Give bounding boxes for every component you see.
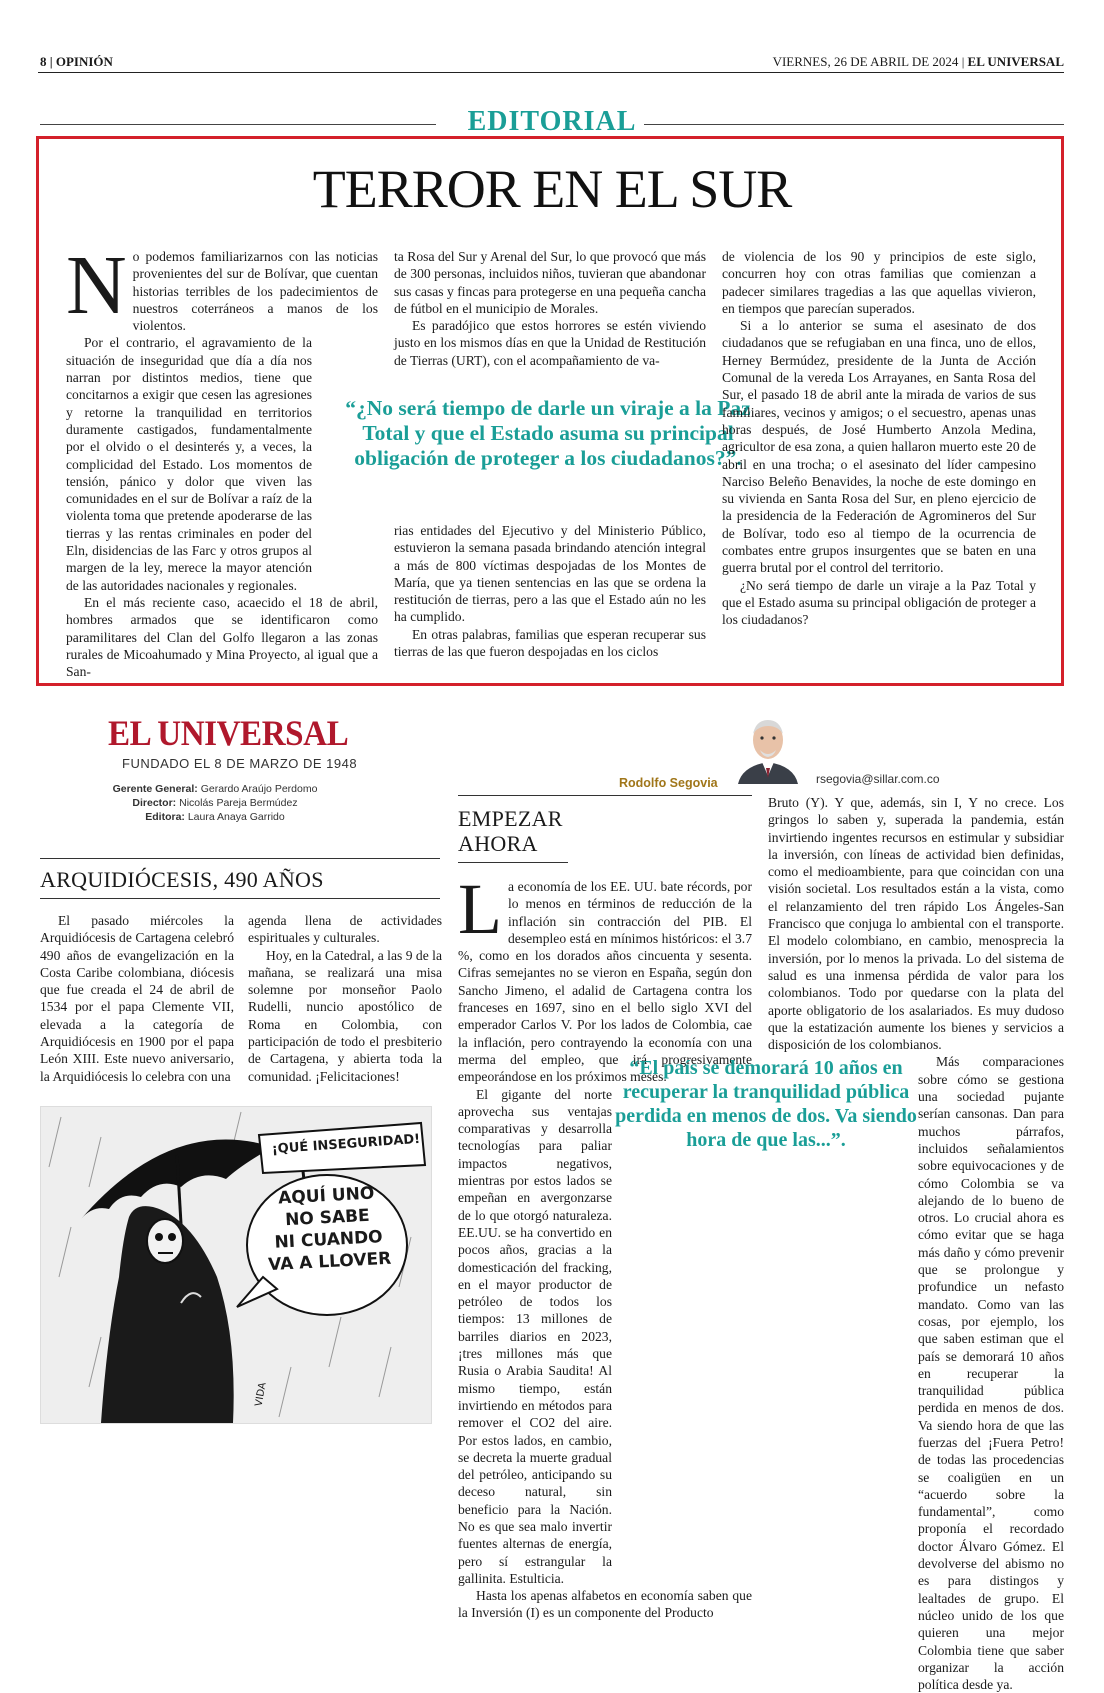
editorial-paragraph: Por el contrario, el agravamiento de la situación de inseguridad que día a día nos narran por distintos medios, tiene que concitarnos a exigir que cesen las agresiones y retorne la tranquilidad en territorios duramente castigados, fundamentalmente por el olvido o el desinterés y, a veces, la complicidad del Estado. Los momentos de tensión, pánico y dolor que viven las comunidades en el sur de Bolívar a raíz de la violenta toma que pretende apoderarse de las tierras y las rentas criminales en poder del Eln, disidencias de las Farc y otros grupos al margen de la ley, merece la mayor atención de las autoridades nacionales y regionales. bbox=[66, 335, 312, 593]
arquidiocesis-column-2 bbox=[248, 912, 442, 1085]
editorial-title: TERROR EN EL SUR bbox=[312, 159, 792, 219]
arquidiocesis-title: ARQUIDIÓCESIS, 490 AÑOS bbox=[40, 867, 324, 892]
editorial-paragraph: En otras palabras, familias que esperan recuperar sus tierras de las que fueron despojadas en los ciclos bbox=[394, 626, 706, 660]
staff-line: Editora: Laura Anaya Garrido bbox=[145, 811, 285, 823]
editorial-paragraph: En el más reciente caso, acaecido el 18 de abril, hombres armados que se identificaron como paramilitares del Clan del Golfo llegaron a las zonas rurales de Micoahumado y Mina Proyecto, al igual que a San- bbox=[66, 594, 378, 680]
section-name: OPINIÓN bbox=[55, 54, 113, 69]
cartoon-sign-text: ¡QUÉ INSEGURIDAD! bbox=[271, 1131, 421, 1158]
column-paragraph: El gigante del norte aprovecha sus ventajas comparativas y desarrolla tecnologías para paliar impactos negativos, mientras por estos lados se empeñan en avergonzarse de lo que otorgó naturaleza. EE.UU. se ha convertido en pocos años, gracias a la domesticación del fracking, en el mayor productor de petróleo de todos los tiempos: 13 millones de barriles diarios en 2023, ¡tres millones más que Rusia o Arabia Saudita! Al mismo tiempo, están invirtiendo en métodos para remover el CO2 del aire. Por estos lados, en cambio, se decreta la muerte gradual del petróleo, anticipando su deceso natural, sin beneficio para la Nación. No es que sea malo invertir fuentes alternas de energía, pero sí estrangular la gallinita. Estulticia. bbox=[458, 1086, 612, 1586]
masthead-staff bbox=[90, 782, 340, 824]
arquidiocesis-paragraph: El pasado miércoles la Arquidiócesis de Cartagena celebró 490 años de evangelización en la Costa Caribe colombiana, diócesis que fue creada el 24 de abril de 1534 por el papa Clemente VII, elevada a la categoría de Arquidiócesis en 1900 por el papa León XIII. Este nuevo aniversario, la Arquidiócesis lo celebra con una bbox=[40, 913, 234, 1084]
staff-line: Gerente General: Gerardo Araújo Perdomo bbox=[112, 783, 318, 795]
skull-icon bbox=[147, 1219, 183, 1263]
column-paragraph: Hasta los apenas alfabetos en economía saben que la Inversión (I) es un componente del Producto bbox=[458, 1588, 752, 1621]
column-author: Rodolfo Segovia bbox=[619, 776, 718, 790]
arquidiocesis-top-rule bbox=[40, 858, 440, 859]
masthead-founded: FUNDADO EL 8 DE MARZO DE 1948 bbox=[122, 756, 358, 771]
author-photo bbox=[734, 712, 802, 784]
editorial-paragraph: ¿No será tiempo de darle un viraje a la Paz Total y que el Estado asuma su principal obligación de proteger a los ciudadanos? bbox=[722, 577, 1036, 628]
column-text-2 bbox=[768, 794, 1064, 1693]
editorial-paragraph: rias entidades del Ejecutivo y del Ministerio Público, estuvieron la semana pasada brindando atención integral a más de 800 víctimas despojadas de los Montes de María, que ya tienen sentencias en las que se ordena la restitución de tierras, pero a las que el Estado aún no les ha cumplido. bbox=[394, 523, 706, 625]
editorial-paragraph: de violencia de los 90 y principios de este siglo, concurren hoy con otras familias que comienzan a padecer similares tragedias a las que aquellas vivieron, en tiempos que parecían superados. bbox=[722, 249, 1036, 316]
editorial-paragraph: Si a lo anterior se suma el asesinato de dos ciudadanos que se refugiaban en una finca, uno de ellos, Herney Bermúdez, presidente de la Junta de Acción Comunal de la vereda Los Arrayanes, en Santa Rosa del Sur, el pasado 18 de abril ante la mirada de varios de sus familiares, vecinos y amigos; o el secuestro, apenas unas horas después, de José Humberto Anzola Medina, agricultor de esa zona, a quien hallaron muerto este 20 de abril en una trocha; o el asesinato del líder campesino Narciso Beleño Benavides, la noche de este domingo en su vivienda en Santa Rosa del Sur, en pleno ejercicio de la presidencia de la Federación de Agromineros del Sur de Bolívar, todo eso al tiempo de la ocurrencia de combates entre grupos insurgentes que se baten en una guerra brutal por el control del territorio. bbox=[722, 318, 1036, 576]
page-number: 8 bbox=[40, 54, 47, 69]
arquidiocesis-paragraph: Hoy, en la Catedral, a las 9 de la mañana, se realizará una misa solemne por monseñor Paolo Rudelli, nuncio apostólico de Roma en Colombia, con participación de todo el presbiterio de Cartagena, y abierta toda la comunidad. ¡Felicitaciones! bbox=[248, 947, 442, 1084]
column-title: EMPEZAR AHORA bbox=[458, 806, 563, 856]
column-paragraph: a economía de los EE. UU. bate récords, por lo menos en términos de reducción de la inflación sin contracción del PIB. El desempleo está en mínimos históricos: el 3.7 %, como en los dorados años cincuenta y sesenta. Cifras semejantes no se vieron en España, según don Sancho Jimeno, el adalid de Cartagena contra los franceses en 1697, sino en el bello siglo XVI del emperador Carlos V. Por los lados de Colombia, cae la inflación, pero contrayendo la economía con una merma del empleo, que irá progresivamente empeorándose en los próximos meses. bbox=[458, 879, 752, 1085]
editorial-paragraph: Es paradójico que estos horrores se estén viviendo justo en los mismos días en que la Unidad de Restitución de Tierras (URT), con el acompañamiento de va- bbox=[394, 318, 706, 368]
editorial-paragraph: o podemos familiarizarnos con las noticias provenientes del sur de Bolívar, que cuentan historias terribles de los padecimientos de nuestros coterráneos a manos de los violentos. bbox=[132, 249, 378, 334]
column-author-email[interactable]: rsegovia@sillar.com.co bbox=[816, 772, 940, 786]
column-paragraph: Bruto (Y). Y que, además, sin I, Y no crece. Los gringos lo saben y, superada la pandemia, están invirtiendo ingentes recursos en estimular y subsidiar la inversión, con líneas de actividad bien definidas, como el medioambiente, para que coincidan con una visión societal. Los resultados están a la vista, como el relanzamiento del tren rápido Los Ángeles-San Francisco que conjuga lo ambiental con el transporte. El modelo colombiano, en cambio, menosprecia la inversión, por lo menos la privada. Lo del sistema de salud es una inmensa pérdida de valor para los colombianos. Todo por quedarse con la plata del aporte obligatorio de los asalariados. Es muy dudoso que la estatización aumente los bienes y servicios a disposición de los colombianos. bbox=[768, 795, 1064, 1053]
editorial-paragraph: ta Rosa del Sur y Arenal del Sur, lo que provocó que más de 300 personas, incluidos niños, tuvieran que abandonar sus casas y fincas para protegerse en una pequeña cancha de fútbol en el municipio de Morales. bbox=[394, 249, 706, 316]
column-dropcap: L bbox=[458, 869, 502, 949]
column-title-rule bbox=[458, 862, 568, 863]
editorial-cartoon bbox=[40, 1106, 432, 1424]
editorial-column-2-top bbox=[394, 248, 706, 366]
issue-date-header: VIERNES, 26 DE ABRIL DE 2024 | EL UNIVERSAL bbox=[772, 54, 1064, 69]
editorial-column-1 bbox=[66, 239, 378, 680]
issue-date: VIERNES, 26 DE ABRIL DE 2024 bbox=[772, 54, 959, 69]
arquidiocesis-column-1 bbox=[40, 912, 234, 1085]
header-rule bbox=[38, 72, 1064, 73]
paper-name: EL UNIVERSAL bbox=[967, 54, 1064, 69]
editorial-dropcap: N bbox=[66, 239, 127, 332]
column-text-1 bbox=[458, 869, 752, 1621]
editorial-label: EDITORIAL bbox=[467, 106, 637, 137]
editorial-column-2-bottom bbox=[394, 522, 706, 658]
page-section-header: 8 | OPINIÓN bbox=[40, 54, 113, 69]
cartoon-speech-text: AQUÍ UNO NO SABE NI CUANDO VA A LLOVER bbox=[267, 1183, 392, 1276]
column-pull-quote: “El país se demorará 10 años en recuperar la tranquilidad pública perdida en menos de dos. Va siendo hora de que las...”. bbox=[615, 1057, 917, 1151]
arquidiocesis-paragraph: agenda llena de actividades espirituales y culturales. bbox=[248, 913, 442, 946]
editorial-pull-quote: “¿No será tiempo de darle un viraje a la Paz Total y que el Estado asuma su principal obligación de proteger a los ciudadanos?”. bbox=[345, 396, 751, 470]
cartoon-signature: VIDA bbox=[253, 1381, 269, 1408]
arquidiocesis-bottom-rule bbox=[40, 898, 440, 899]
staff-line: Director: Nicolás Pareja Bermúdez bbox=[132, 797, 298, 809]
masthead-logo: EL UNIVERSAL bbox=[108, 713, 349, 753]
column-header-rule bbox=[458, 795, 752, 796]
column-paragraph: Más comparaciones sobre cómo se gestiona una sociedad pujante serían cansonas. Dan para muchos párrafos, incluidos señalamientos sobre equivocaciones y de cómo Colombia se va alejando de lo bueno de otros. Lo crucial ahora es cómo evitar que se haga más daño y cómo prevenir que se prolongue y profundice un nefasto mandato. Como van las cosas, por ejemplo, los que saben estiman que el país se demorará 10 años en recuperar la tranquilidad pública perdida en menos de dos. Va siendo hora de que las fuerzas del ¡Fuera Petro! de todas las procedencias se coaligüen en un “acuerdo sobre la fundamental”, como proponía el recordado doctor Álvaro Gómez. El devolverse del abismo no es para distingos y lealtades de grupo. El núcleo unido de los que quieren una mejor Colombia tiene que saber organizar la acción política desde ya. bbox=[918, 1054, 1064, 1693]
editorial-column-3 bbox=[722, 248, 1036, 658]
